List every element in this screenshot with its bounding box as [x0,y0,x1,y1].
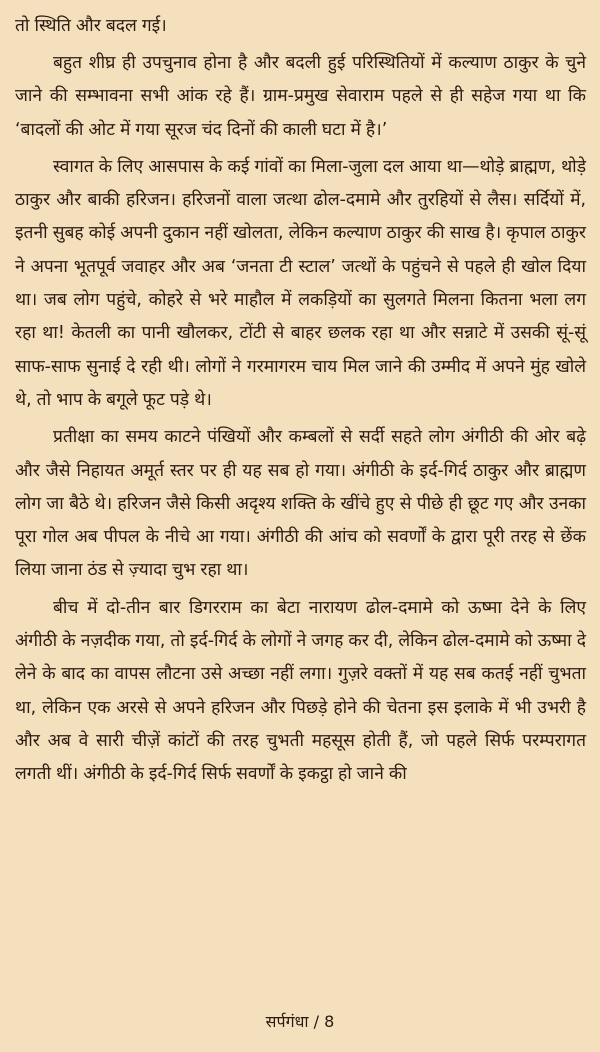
paragraph: प्रतीक्षा का समय काटने पंखियों और कम्बलों से सर्दी सहते लोग अंगीठी की ओर बढ़े और जैसे निहायत अमूर्त स्तर पर ही यह सब हो गया। अंगीठी के इर्द-गिर्द ठाकुर और ब्राह्मण लोग जा बैठे थे। हरिजन जैसे किसी अदृश्य शक्ति के खींचे हुए से पीछे ही छूट गए और उनका पूरा गोल अब पीपल के नीचे आ गया। अंगीठी की आंच को सवर्णों के द्वारा पूरी तरह से छेंक लिया जाना ठंड से ज़्यादा चुभ रहा था। [15,427,586,581]
paragraph: बीच में दो-तीन बार डिगरराम का बेटा नारायण ढोल-दमामे को ऊष्मा देने के लिए अंगीठी के नज़दीक गया, तो इर्द-गिर्द के लोगों ने जगह कर दी, लेकिन ढोल-दमामे को ऊष्मा दे लेने के बाद का वापस लौटना उसे अच्छा नहीं लगा। गुज़रे वक्तों में यह सब कतई नहीं चुभता था, लेकिन एक अरसे से अपने हरिजन और पिछड़े होने की चेतना इस इलाके में भी उभरी है और अब वे सारी चीज़ें कांटों की तरह चुभती महसूस होती हैं, जो पहले सिर्फ परम्परागत लगती थीं। अंगीठी के इर्द-गिर्द सिर्फ सवर्णों के इकट्ठा हो जाने की [15,597,586,785]
body-text [15,10,586,792]
paragraph: बहुत शीघ्र ही उपचुनाव होना है और बदली हुई परिस्थितियों में कल्याण ठाकुर के चुने जाने की सम्भावना सभी आंक रहे हैं। ग्राम-प्रमुख सेवाराम पहले से ही सहेज गया था कि ‘बादलों की ओट में गया सूरज चंद दिनों की काली घटा में है।’ [15,53,586,140]
paragraph: स्वागत के लिए आसपास के कई गांवों का मिला-जुला दल आया था—थोड़े ब्राह्मण, थोड़े ठाकुर और बाकी हरिजन। हरिजनों वाला जत्था ढोल-दमामे और तुरहियों से लैस। सर्दियों में, इतनी सुबह कोई अपनी दुकान नहीं खोलता, लेकिन कल्याण ठाकुर की साख है। कृपाल ठाकुर ने अपना भूतपूर्व जवाहर और अब ‘जनता टी स्टाल’ जत्थों के पहुंचने से पहले ही खोल दिया था। जब लोग पहुंचे, कोहरे से भरे माहौल में लकड़ियों का सुलगते मिलना कितना भला लग रहा था! केतली का पानी खौलकर, टोंटी से बाहर छलक रहा था और सन्नाटे में उसकी सूं-सूं साफ-साफ सुनाई दे रही थी। लोगों ने गरमागरम चाय मिल जाने की उम्मीद में अपने मुंह खोले थे, तो भाप के बगूले फूट पड़े थे। [15,156,586,410]
paragraph: तो स्थिति और बदल गई। [15,16,167,36]
page-footer: सर्पगंधा / 8 [265,1012,335,1031]
